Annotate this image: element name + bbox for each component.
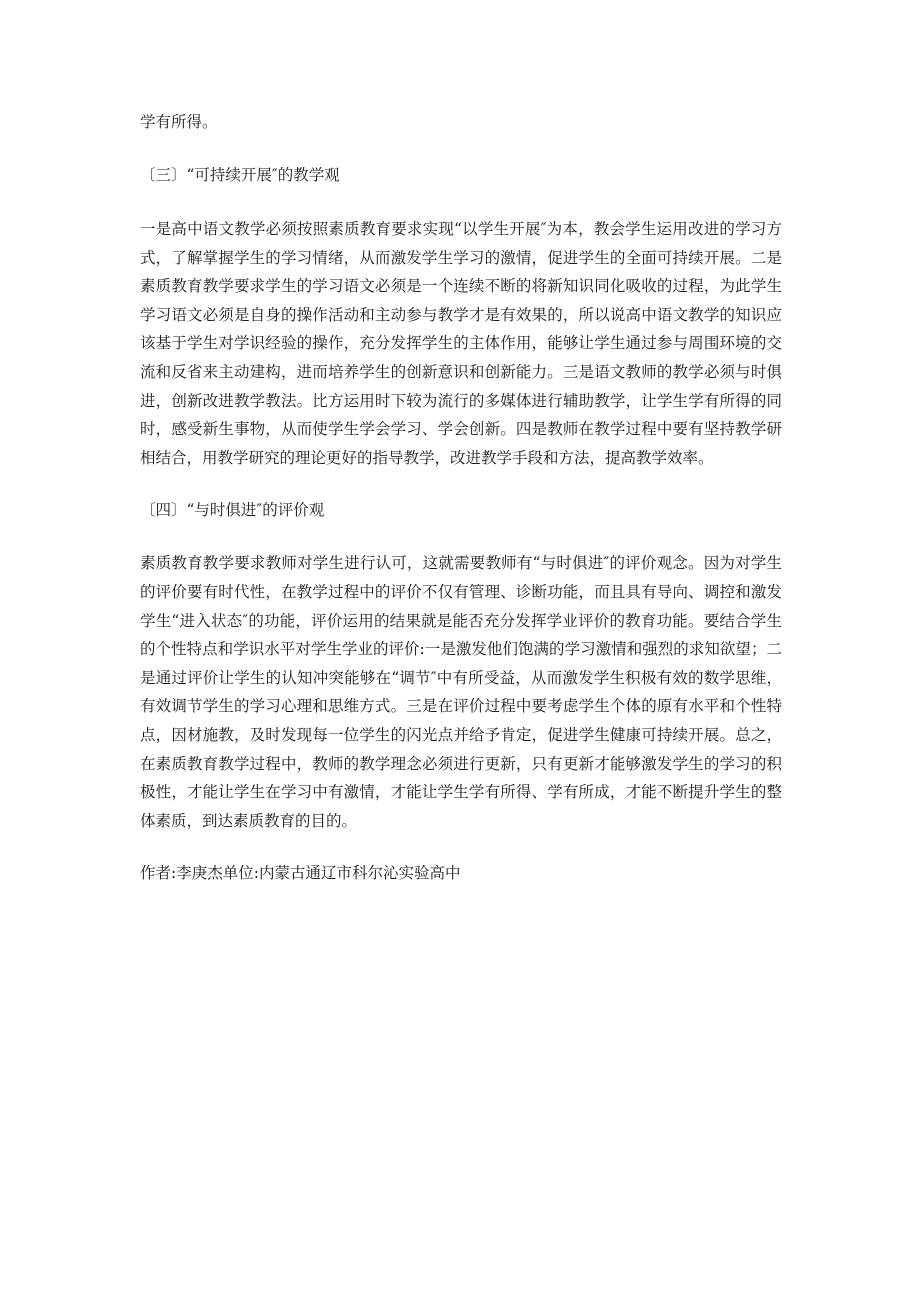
spacer (140, 835, 782, 859)
opening-line: 学有所得。 (140, 113, 218, 131)
author-line: 作者:李庚杰单位:内蒙古通辽市科尔沁实验高中 (140, 864, 461, 883)
spacer (140, 137, 782, 161)
section-3-paragraph: 一是高中语文教学必须按照素质教育要求实现“以学生开展″为本，教会学生运用改进的学习方式，了解掌握学生的学习情绪，从而激发学生学习的激情，促进学生的全面可持续开展。二是素质教育教学要求学生的学习语文必须是一个连续不断的将新知识同化吸收的过程，为此学生学习语文必须是自身的操作活动和主动参与教学才是有效果的，所以说高中语文教学的知识应该基于学生对学识经验的操作，充分发挥学生的主体作用，能够让学生通过参与周围环境的交流和反省来主动建构，进而培养学生的创新意识和创新能力。三是语文教师的教学必须与时俱进，创新改进教学教法。比方运用时下较为流行的多媒体进行辅助教学，让学生学有所得的同时，感受新生事物，从而使学生学会学习、学会创新。四是教师在教学过程中要有坚持教学研相结合，用教学研究的理论更好的指导教学，改进教学手段和方法，提高教学效率。 (140, 220, 782, 467)
spacer (140, 472, 782, 496)
spacer (140, 525, 782, 549)
document-page (140, 108, 782, 888)
spacer (140, 190, 782, 215)
section-4-paragraph: 素质教育教学要求教师对学生进行认可，这就需要教师有“与时俱进″的评价观念。因为对学生的评价要有时代性，在教学过程中的评价不仅有管理、诊断功能，而且具有导向、调控和激发学生“进入状态″的功能，评价运用的结果就是能否充分发挥学业评价的教育功能。要结合学生的个性特点和学识水平对学生学业的评价:一是激发他们饱满的学习激情和强烈的求知欲望；二是通过评价让学生的认知冲突能够在“调节″中有所受益，从而激发学生积极有效的数学思维，有效调节学生的学习心理和思维方式。三是在评价过程中要考虑学生个体的原有水平和个性特点，因材施教，及时发现每一位学生的闪光点并给予肯定，促进学生健康可持续开展。总之，在素质教育教学过程中，教师的教学理念必须进行更新，只有更新才能够激发学生的学习的积极性，才能让学生在学习中有激情，才能让学生学有所得、学有所成，才能不断提升学生的整体素质，到达素质教育的目的。 (140, 554, 782, 830)
section-3-heading: 〔三〕“可持续开展″的教学观 (140, 166, 340, 184)
section-4-heading: 〔四〕“与时俱进″的评价观 (140, 501, 325, 520)
